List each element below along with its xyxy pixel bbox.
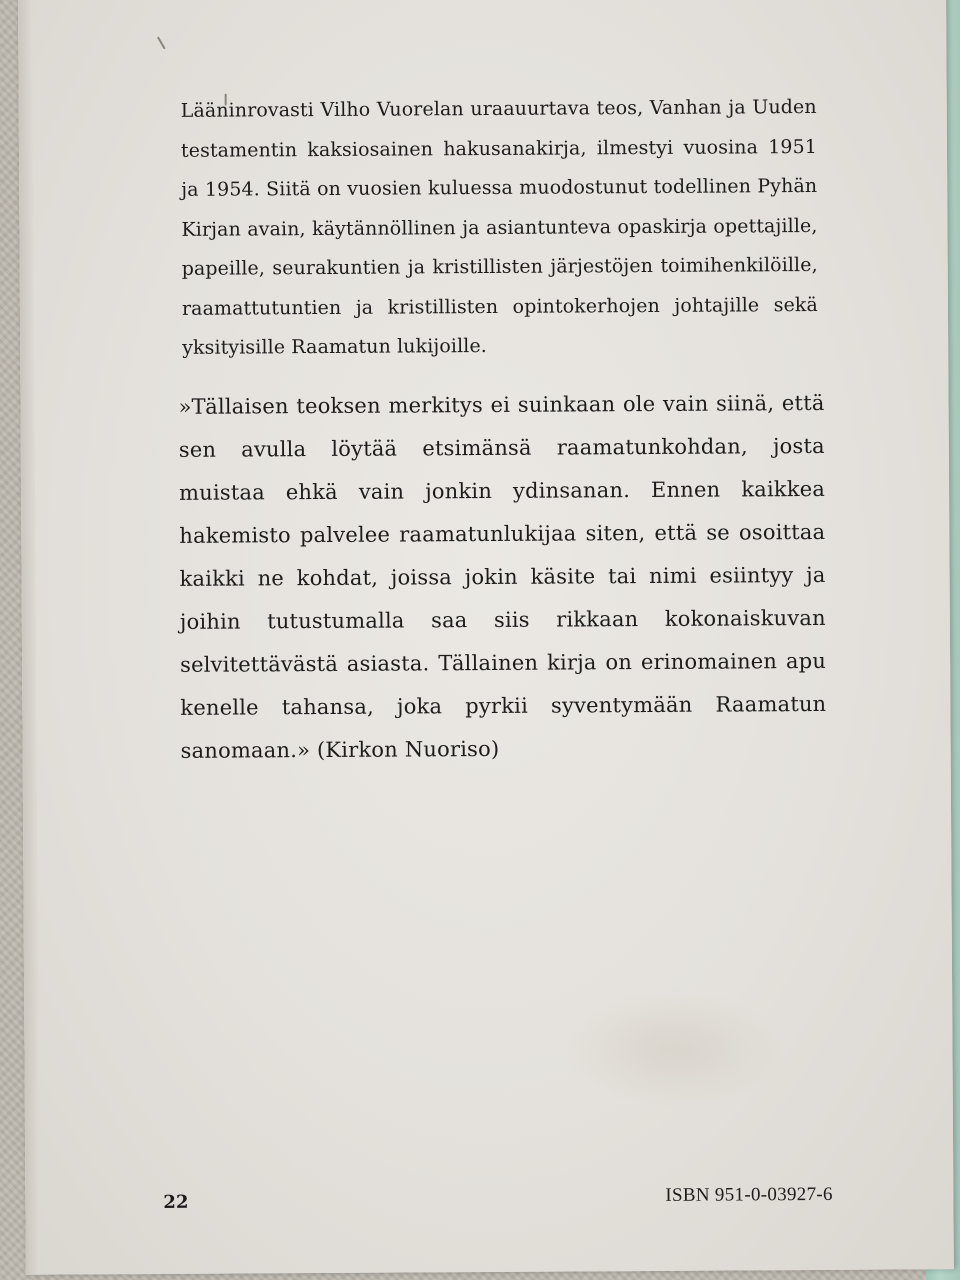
isbn-label: ISBN 951-0-03927-6: [665, 1183, 833, 1206]
cover-left-edge: [18, 0, 40, 1275]
book-back-cover: [18, 0, 954, 1275]
paper-scratch-mark: [157, 36, 166, 49]
paper-stain: [564, 988, 785, 1109]
description-paragraph: Lääninrovasti Vilho Vuorelan uraauurtava teos, Vanhan ja Uuden testamentin kaksiosainen hakusanakirja, ilmestyi vuosina 1951 ja 1954. Siitä on vuosien kuluessa muodostunut todellinen Pyhän Kirjan avain, käytännöllinen ja asiantunteva opaskirja opettajille, papeille, seurakuntien ja kristillisten järjestöjen toimihenkilöille, raamattutuntien ja kristillisten opintokerhojen johtajille sekä yksityisille Raamatun lukijoille.: [180, 95, 818, 359]
page-number: 22: [163, 1191, 189, 1213]
review-quote-paragraph: »Tällaisen teoksen merkitys ei suinkaan ole vain siinä, että sen avulla löytää etsimänsä raamatunkohdan, josta muistaa ehkä vain jonkin ydinsanan. Ennen kaikkea hakemisto palvelee raamatunlukijaa siten, että se osoittaa kaikki ne kohdat, joissa jokin käsite tai nimi esiintyy ja joihin tutustumalla saa siis rikkaan kokonaiskuvan selvitettävästä asiasta. Tällainen kirja on erinomainen apu kenelle tahansa, joka pyrkii syventymään Raamatun sanomaan.» (Kirkon Nuoriso): [178, 390, 827, 763]
back-cover-text: [169, 88, 833, 773]
